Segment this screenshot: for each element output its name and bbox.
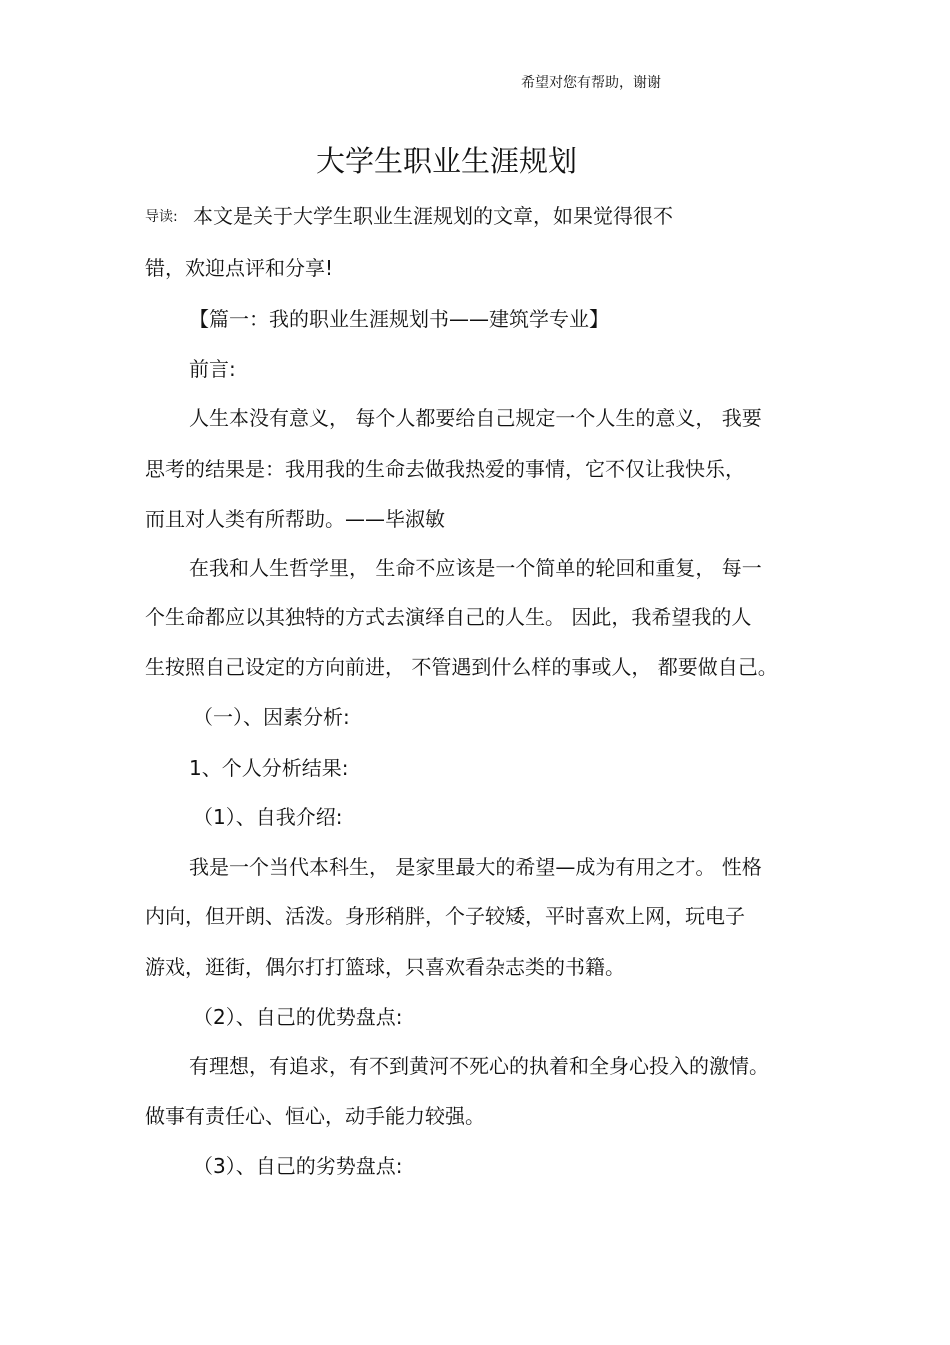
strength-line-1: 有理想，有追求，有不到黄河不死心的执着和全身心投入的激情。 [189, 1054, 769, 1078]
strength-line-2: 做事有责任心、恒心，动手能力较强。 [145, 1104, 485, 1128]
lead-line-1: 本文是关于大学生职业生涯规划的文章，如果觉得很不 [193, 204, 673, 228]
header-note: 希望对您有帮助，谢谢 [521, 75, 661, 91]
quote-line-1: 人生本没有意义， 每个人都要给自己规定一个人生的意义， 我要 [189, 406, 762, 430]
lead-label: 导读: [145, 209, 178, 225]
lead-line-2: 错，欢迎点评和分享! [145, 256, 334, 280]
factor-heading: （一）、因素分析: [193, 705, 350, 729]
quote-line-3: 而且对人类有所帮助。——毕淑敏 [145, 507, 445, 531]
intro-line-3: 游戏，逛街，偶尔打打篮球，只喜欢看杂志类的书籍。 [145, 955, 625, 979]
quote-line-2: 思考的结果是：我用我的生命去做我热爱的事情，它不仅让我快乐， [145, 457, 745, 481]
philosophy-line-1: 在我和人生哲学里， 生命不应该是一个简单的轮回和重复， 每一 [189, 556, 762, 580]
personal-heading: 1、个人分析结果: [189, 756, 349, 780]
intro-line-2: 内向，但开朗、活泼。身形稍胖，个子较矮，平时喜欢上网，玩电子 [145, 904, 745, 928]
section-heading: 【篇一：我的职业生涯规划书——建筑学专业】 [189, 307, 609, 331]
strength-heading: （2）、自己的优势盘点: [193, 1005, 403, 1029]
weakness-heading: （3）、自己的劣势盘点: [193, 1154, 403, 1178]
philosophy-line-2: 个生命都应以其独特的方式去演绎自己的人生。 因此，我希望我的人 [145, 605, 752, 629]
intro-line-1: 我是一个当代本科生， 是家里最大的希望—成为有用之才。 性格 [189, 855, 762, 879]
philosophy-line-3: 生按照自己设定的方向前进， 不管遇到什么样的事或人， 都要做自己。 [145, 655, 778, 679]
preface-label: 前言: [189, 357, 236, 381]
intro-heading: （1）、自我介绍: [193, 805, 343, 829]
document-title: 大学生职业生涯规划 [316, 144, 578, 178]
